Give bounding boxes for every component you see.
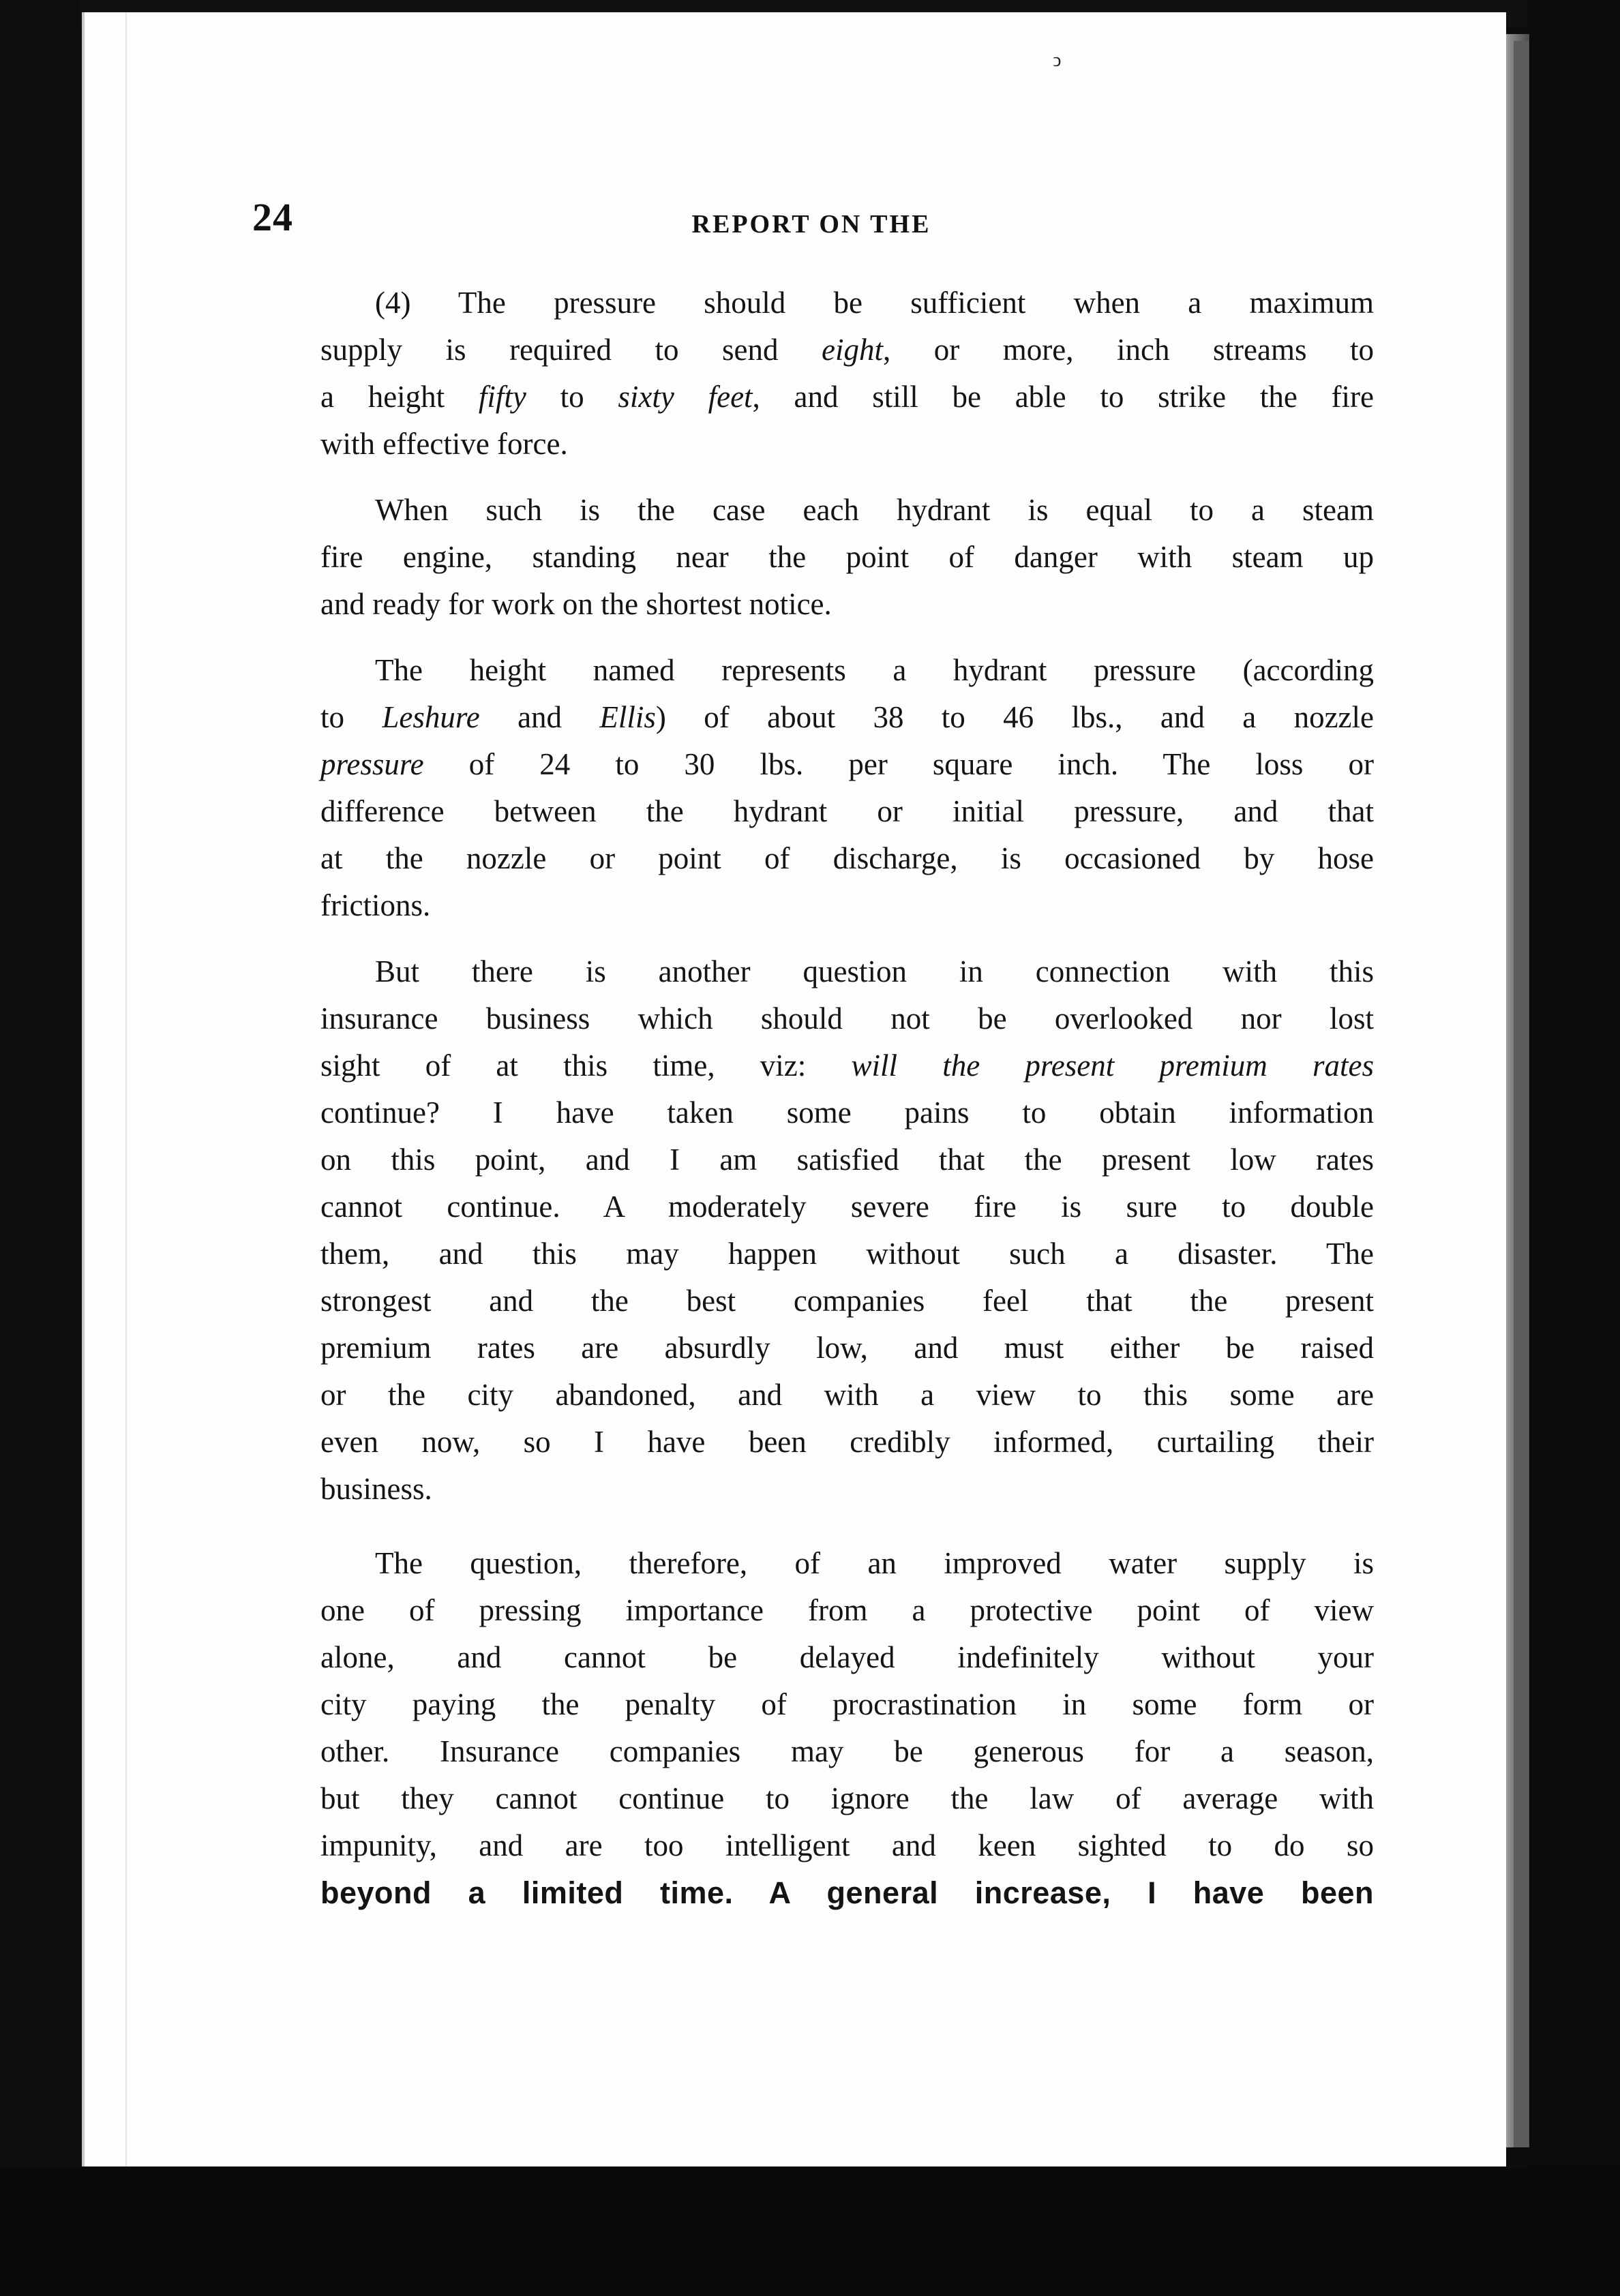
text-line: When such is the case each hydrant is equal to a steam <box>375 493 1374 527</box>
text-line: to Leshure and Ellis) of about 38 to 46 lbs., and a nozzle <box>320 700 1374 734</box>
body-text <box>320 280 1374 1936</box>
text-line: or the city abandoned, and with a view to this some are <box>320 1378 1374 1412</box>
text-line: fire engine, standing near the point of danger with steam up <box>320 540 1374 574</box>
scan-border-left <box>0 0 80 2296</box>
paragraph <box>320 647 1374 929</box>
scan-border-right <box>1527 0 1620 2296</box>
text-line: and ready for work on the shortest notice. <box>320 587 832 621</box>
page-header <box>252 194 1370 256</box>
text-line: continue? I have taken some pains to obtain information <box>320 1096 1374 1130</box>
text-line: But there is another question in connection with this <box>375 954 1374 988</box>
text-line: on this point, and I am satisfied that the present low rates <box>320 1143 1374 1177</box>
text-line: at the nozzle or point of discharge, is occasioned by hose <box>320 841 1374 875</box>
text-line: but they cannot continue to ignore the law of average with <box>320 1781 1374 1815</box>
text-line <box>320 1869 1374 1917</box>
italic-text: pressure <box>320 747 424 781</box>
paragraph <box>320 487 1374 628</box>
paragraph <box>320 1540 1374 1917</box>
running-head: REPORT ON THE <box>691 210 931 239</box>
stray-mark: ↄ <box>1053 50 1062 71</box>
text-line: business. <box>320 1472 432 1506</box>
text-line: strongest and the best companies feel that the present <box>320 1284 1374 1318</box>
page-edge-dark <box>1514 41 1529 2147</box>
text-line: with effective force. <box>320 427 568 461</box>
italic-text: Ellis <box>599 700 656 734</box>
paragraph <box>320 948 1374 1513</box>
bold-text: beyond a limited time. A general increase, I have been <box>320 1875 1374 1910</box>
text-line: (4) The pressure should be sufficient when a maximum <box>375 286 1374 320</box>
text-line: sight of at this time, viz: will the present premium rates <box>320 1048 1374 1083</box>
text-line: a height fifty to sixty feet, and still be able to strike the fire <box>320 380 1374 414</box>
italic-text: eight <box>822 333 884 367</box>
page-gutter-line <box>125 12 127 2166</box>
text-line: other. Insurance companies may be generous for a season, <box>320 1734 1374 1768</box>
text-line: insurance business which should not be overlooked nor lost <box>320 1001 1374 1036</box>
text-line: supply is required to send eight, or more, inch streams to <box>320 333 1374 367</box>
text-line: city paying the penalty of procrastination in some form or <box>320 1687 1374 1721</box>
scan-border-bottom <box>0 2168 1620 2296</box>
text-line: alone, and cannot be delayed indefinitely without your <box>320 1640 1374 1674</box>
text-line: cannot continue. A moderately severe fire is sure to double <box>320 1190 1374 1224</box>
paragraph <box>320 280 1374 468</box>
text-line: even now, so I have been credibly informed, curtailing their <box>320 1425 1374 1459</box>
italic-text: fifty <box>478 380 526 414</box>
text-line: one of pressing importance from a protective point of view <box>320 1593 1374 1627</box>
italic-text: sixty feet <box>618 380 753 414</box>
text-line: frictions. <box>320 888 431 922</box>
text-line: The height named represents a hydrant pressure (according <box>375 653 1374 687</box>
text-line: impunity, and are too intelligent and keen sighted to do so <box>320 1828 1374 1862</box>
text-line: difference between the hydrant or initial pressure, and that <box>320 794 1374 828</box>
page-number: 24 <box>252 195 293 239</box>
text-line: premium rates are absurdly low, and must either be raised <box>320 1331 1374 1365</box>
italic-text: Leshure <box>382 700 480 734</box>
italic-text: will the present premium rates <box>851 1048 1374 1083</box>
text-line: pressure of 24 to 30 lbs. per square inch. The loss or <box>320 747 1374 781</box>
text-line: The question, therefore, of an improved water supply is <box>375 1546 1374 1580</box>
text-line: them, and this may happen without such a disaster. The <box>320 1237 1374 1271</box>
